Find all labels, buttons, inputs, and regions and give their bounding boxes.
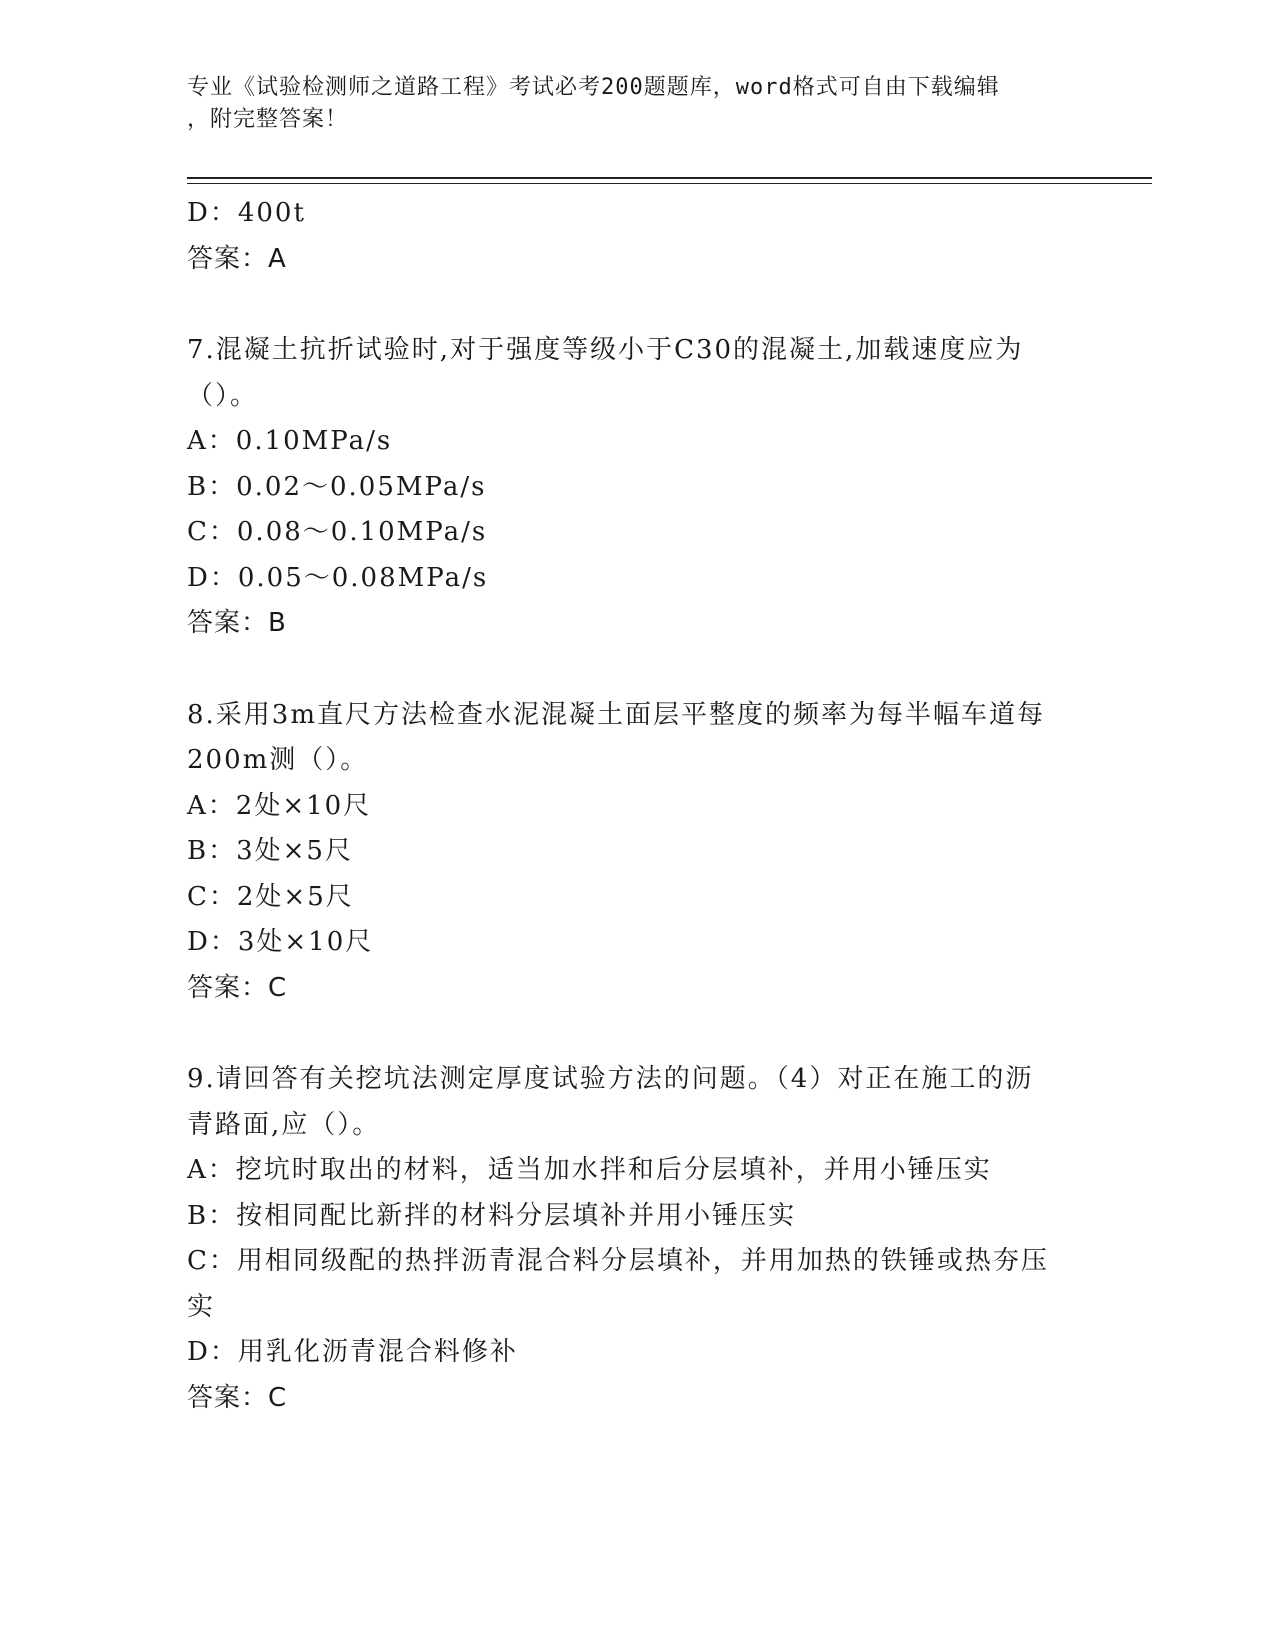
question-9-option-a: A：挖坑时取出的材料，适当加水拌和后分层填补，并用小锤压实 [187, 1155, 992, 1185]
header-rule-thick [187, 177, 1152, 179]
question-7-stem-line1: 7.混凝土抗折试验时,对于强度等级小于C30的混凝土,加载速度应为 [187, 335, 1024, 365]
question-8-option-d: D：3处×10尺 [187, 927, 374, 957]
question-8-stem-line2: 200m测（）。 [187, 745, 369, 775]
question-9-option-c-continued: 实 [187, 1291, 216, 1322]
question-7-option-d: D：0.05～0.08MPa/s [187, 562, 489, 593]
question-7-option-c: C：0.08～0.10MPa/s [187, 517, 488, 547]
question-8-stem-line1: 8.采用3m直尺方法检查水泥混凝土面层平整度的频率为每半幅车道每 [187, 699, 1046, 730]
question-7-stem-line2: （）。 [187, 380, 259, 411]
question-9-option-c: C：用相同级配的热拌沥青混合料分层填补，并用加热的铁锤或热夯压 [187, 1246, 1049, 1276]
spacer [187, 647, 1087, 693]
header-title-line1: 专业《试验检测师之道路工程》考试必考200题题库，word格式可自由下载编辑 [187, 75, 1000, 100]
question-9-option-b: B：按相同配比新拌的材料分层填补并用小锤压实 [187, 1200, 797, 1231]
header-title-line2: ，附完整答案！ [187, 107, 349, 132]
question-7-option-b: B：0.02～0.05MPa/s [187, 471, 487, 502]
spacer [187, 282, 1087, 328]
question-8-option-c: C：2处×5尺 [187, 881, 354, 912]
prev-answer: 答案：A [187, 243, 287, 274]
question-content [187, 191, 1087, 1421]
question-9-stem-line1: 9.请回答有关挖坑法测定厚度试验方法的问题。（4）对正在施工的沥 [187, 1064, 1034, 1094]
page-header [187, 72, 1067, 136]
question-9-option-d: D：用乳化沥青混合料修补 [187, 1337, 518, 1367]
question-8-option-a: A：2处×10尺 [187, 790, 372, 821]
header-rule-thin [187, 183, 1152, 184]
question-8-answer: 答案：C [187, 972, 288, 1003]
prev-option-d: D：400t [187, 198, 306, 228]
question-9-stem-line2: 青路面,应（）。 [187, 1109, 381, 1140]
question-7-option-a: A：0.10MPa/s [187, 426, 393, 456]
question-8-option-b: B：3处×5尺 [187, 836, 353, 866]
question-7-answer: 答案：B [187, 608, 287, 638]
question-9-answer: 答案：C [187, 1382, 288, 1413]
spacer [187, 1011, 1087, 1057]
